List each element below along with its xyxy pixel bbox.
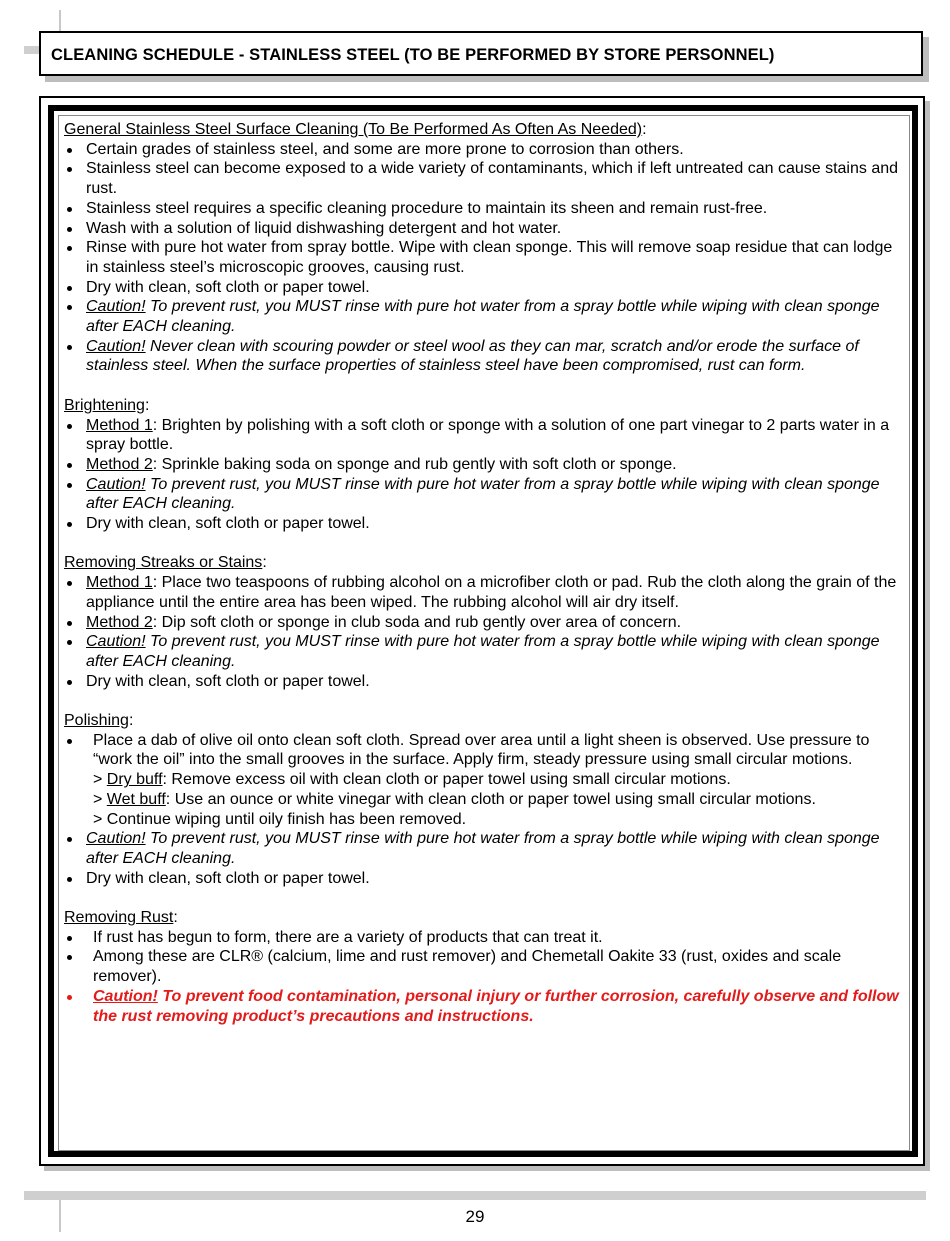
page-title: CLEANING SCHEDULE - STAINLESS STEEL (TO BE PERFORMED BY STORE PERSONNEL) bbox=[51, 46, 775, 64]
brightening-list bbox=[64, 416, 906, 534]
section-streaks bbox=[64, 553, 906, 691]
list-item: Dry with clean, soft cloth or paper towel. bbox=[64, 514, 906, 534]
caution-item: Caution! Never clean with scouring powder or steel wool as they can mar, scratch and/or erode the surface of stainless steel. When the surface properties of stainless steel have been compromised, rust can form. bbox=[64, 337, 906, 376]
method-item: Method 1: Brighten by polishing with a soft cloth or sponge with a solution of one part vinegar to 2 parts water in a spray bottle. bbox=[64, 416, 906, 455]
list-item: Stainless steel can become exposed to a wide variety of contaminants, which if left untreated can cause stains and rust. bbox=[64, 159, 906, 198]
list-item: Place a dab of olive oil onto clean soft cloth. Spread over area until a light sheen is observed. Use pressure to “work the oil” into the small grooves in the surface. Apply firm, steady pressure using small circular motions. > Dry buff: Remove excess oil with clean cloth or paper towel using small circular motions. > Wet buff: Use an ounce or white vinegar with clean cloth or paper towel using small circular motions. > Continue wiping until oily finish has been removed. bbox=[64, 731, 906, 830]
header-box bbox=[39, 31, 923, 76]
margin-line-top bbox=[59, 10, 61, 32]
list-item: Wash with a solution of liquid dishwashing detergent and hot water. bbox=[64, 219, 906, 239]
section-rust bbox=[64, 908, 906, 1026]
section-heading-general: General Stainless Steel Surface Cleaning (To Be Performed As Often As Needed): bbox=[64, 121, 647, 138]
list-item: Dry with clean, soft cloth or paper towel. bbox=[64, 672, 906, 692]
method-item: Method 2: Dip soft cloth or sponge in club soda and rub gently over area of concern. bbox=[64, 613, 906, 633]
sub-step-dry-buff: > Dry buff: Remove excess oil with clean cloth or paper towel using small circular motions. bbox=[93, 771, 731, 789]
general-list bbox=[64, 140, 906, 376]
list-item: Dry with clean, soft cloth or paper towel. bbox=[64, 869, 906, 889]
section-heading-rust: Removing Rust: bbox=[64, 909, 178, 927]
content-area bbox=[64, 120, 906, 1026]
list-item: Rinse with pure hot water from spray bottle. Wipe with clean sponge. This will remove soap residue that can lodge in stainless steel’s microscopic grooves, causing rust. bbox=[64, 238, 906, 277]
method-item: Method 1: Place two teaspoons of rubbing alcohol on a microfiber cloth or pad. Rub the cloth along the grain of the appliance until the entire area has been wiped. The rubbing alcohol will air dry itself. bbox=[64, 573, 906, 612]
caution-item: Caution! To prevent rust, you MUST rinse with pure hot water from a spray bottle while wiping with clean sponge after EACH cleaning. bbox=[64, 475, 906, 514]
section-general bbox=[64, 120, 906, 376]
list-item: Among these are CLR® (calcium, lime and rust remover) and Chemetall Oakite 33 (rust, oxides and scale remover). bbox=[64, 947, 906, 986]
caution-item: Caution! To prevent rust, you MUST rinse with pure hot water from a spray bottle while wiping with clean sponge after EACH cleaning. bbox=[64, 297, 906, 336]
streaks-list bbox=[64, 573, 906, 691]
page-number: 29 bbox=[465, 1207, 485, 1226]
caution-item: Caution! To prevent rust, you MUST rinse with pure hot water from a spray bottle while wiping with clean sponge after EACH cleaning. bbox=[64, 632, 906, 671]
list-item: If rust has begun to form, there are a variety of products that can treat it. bbox=[64, 928, 906, 948]
section-heading-brightening: Brightening: bbox=[64, 396, 150, 414]
section-heading-streaks: Removing Streaks or Stains: bbox=[64, 554, 267, 572]
list-item: Stainless steel requires a specific cleaning procedure to maintain its sheen and remain rust-free. bbox=[64, 199, 906, 219]
section-heading-polishing: Polishing: bbox=[64, 712, 134, 730]
sub-step-continue: > Continue wiping until oily finish has been removed. bbox=[93, 810, 467, 828]
section-polishing bbox=[64, 711, 906, 888]
rust-list bbox=[64, 928, 906, 1027]
section-brightening bbox=[64, 396, 906, 534]
polishing-list bbox=[64, 731, 906, 889]
footer-shade-bar bbox=[24, 1191, 926, 1200]
list-item: Dry with clean, soft cloth or paper towel. bbox=[64, 278, 906, 298]
sub-step-wet-buff: > Wet buff: Use an ounce or white vinegar with clean cloth or paper towel using small circular motions. bbox=[93, 790, 816, 808]
list-item: Certain grades of stainless steel, and some are more prone to corrosion than others. bbox=[64, 140, 906, 160]
warning-caution-item: Caution! To prevent food contamination, personal injury or further corrosion, carefully observe and follow the rust removing product’s precautions and instructions. bbox=[64, 987, 906, 1026]
method-item: Method 2: Sprinkle baking soda on sponge and rub gently with soft cloth or sponge. bbox=[64, 455, 906, 475]
caution-item: Caution! To prevent rust, you MUST rinse with pure hot water from a spray bottle while wiping with clean sponge after EACH cleaning. bbox=[64, 829, 906, 868]
